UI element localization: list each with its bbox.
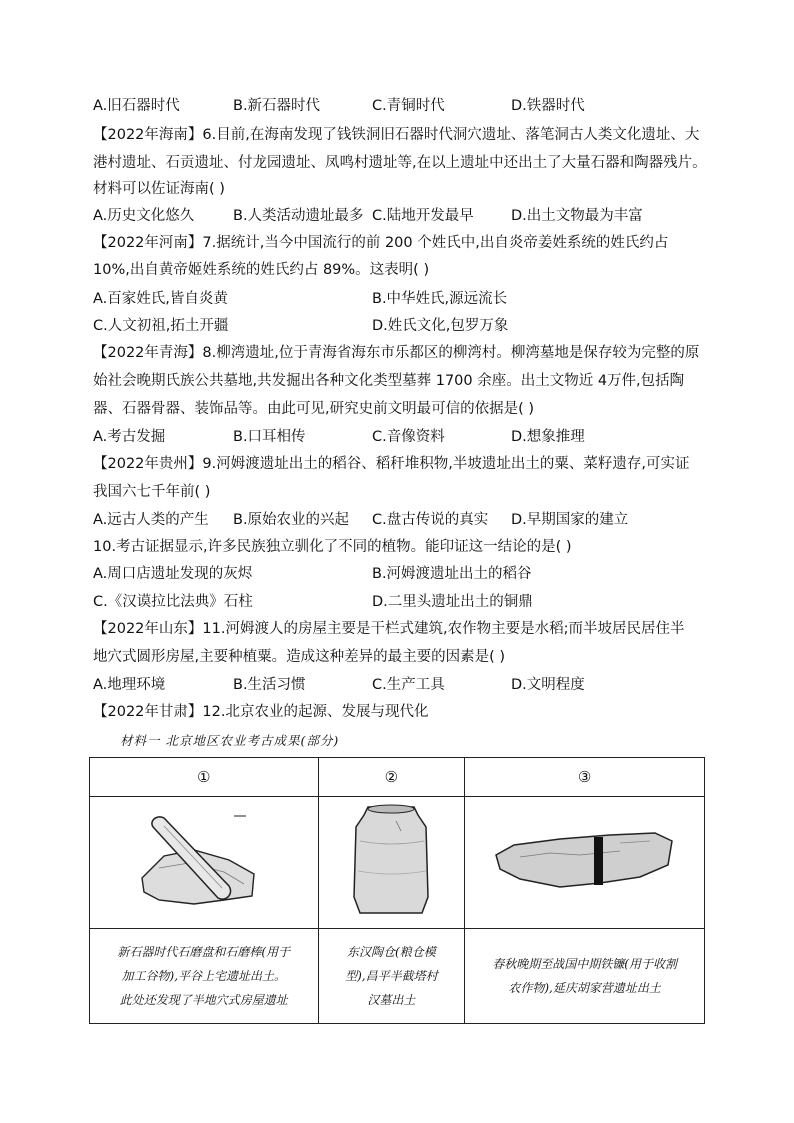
table-desc-1: 新石器时代石磨盘和石磨棒(用于 加工谷物),平谷上宅遗址出土。 此处还发现了半地穴式房屋遗址 xyxy=(90,929,319,1024)
table-header-2: ② xyxy=(318,758,465,797)
table-desc-2: 东汉陶仓(粮仓模 型),昌平半截塔村 汉墓出土 xyxy=(318,929,465,1024)
q7-option-c: C.人文初祖,拓土开疆 xyxy=(93,318,229,334)
q7-option-a: A.百家姓氏,皆自炎黄 xyxy=(93,291,228,307)
grinding-stone-image-cell xyxy=(90,797,319,929)
q8-option-c: C.音像资料 xyxy=(372,429,445,445)
q9-option-d: D.早期国家的建立 xyxy=(511,512,629,528)
q11-option-b: B.生活习惯 xyxy=(233,677,306,693)
q9-line-2: 我国六七千年前( ) xyxy=(93,484,211,500)
q9-option-b: B.原始农业的兴起 xyxy=(233,512,350,528)
q11-option-a: A.地理环境 xyxy=(93,677,166,693)
q6-line-3: 材料可以佐证海南( ) xyxy=(93,181,225,197)
pottery-granary-illustration xyxy=(346,801,436,921)
q9-option-a: A.远古人类的产生 xyxy=(93,512,209,528)
material-table xyxy=(89,757,705,1024)
q10-line-1: 10.考古证据显示,许多民族独立驯化了不同的植物。能印证这一结论的是( ) xyxy=(93,539,572,555)
q11-line-2: 地穴式圆形房屋,主要种植粟。造成这种差异的最主要的因素是( ) xyxy=(93,649,506,665)
material-caption: 材料一 北京地区农业考古成果(部分) xyxy=(120,733,340,748)
q9-line-1: 【2022年贵州】9.河姆渡遗址出土的稻谷、稻秆堆积物,半坡遗址出土的粟、菜籽遗存,可实证 xyxy=(93,456,690,472)
q6-option-a: A.历史文化悠久 xyxy=(93,208,195,224)
q6-option-b: B.人类活动遗址最多 xyxy=(233,208,364,224)
q11-option-d: D.文明程度 xyxy=(511,677,585,693)
q10-option-c: C.《汉谟拉比法典》石柱 xyxy=(93,594,253,610)
iron-sickle-image-cell xyxy=(465,797,705,929)
q10-option-a: A.周口店遗址发现的灰烬 xyxy=(93,566,253,582)
q11-line-1: 【2022年山东】11.河姆渡人的房屋主要是干栏式建筑,农作物主要是水稻;而半坡居民居住半 xyxy=(93,621,685,637)
q8-line-2: 始社会晚期氏族公共墓地,共发掘出各种文化类型墓葬 1700 余座。出土文物近 4万件,包括陶 xyxy=(93,373,685,389)
q7-line-1: 【2022年河南】7.据统计,当今中国流行的前 200 个姓氏中,出自炎帝姜姓系统的姓氏约占 xyxy=(93,235,669,251)
q8-option-a: A.考古发掘 xyxy=(93,429,166,445)
q5-option-c: C.青铜时代 xyxy=(372,98,445,114)
q5-option-b: B.新石器时代 xyxy=(233,98,321,114)
q11-option-c: C.生产工具 xyxy=(372,677,445,693)
q7-line-2: 10%,出自黄帝姬姓系统的姓氏约占 89%。这表明( ) xyxy=(93,262,430,278)
q12-line-1: 【2022年甘肃】12.北京农业的起源、发展与现代化 xyxy=(93,704,429,720)
pottery-granary-image-cell xyxy=(318,797,465,929)
table-desc-3: 春秋晚期至战国中期铁镰(用于收割 农作物),延庆胡家营遗址出土 xyxy=(465,929,705,1024)
q9-option-c: C.盘古传说的真实 xyxy=(372,512,489,528)
q10-option-d: D.二里头遗址出土的铜鼎 xyxy=(372,594,533,610)
q7-option-b: B.中华姓氏,源远流长 xyxy=(372,291,508,307)
q5-option-d: D.铁器时代 xyxy=(511,98,585,114)
q6-option-d: D.出土文物最为丰富 xyxy=(511,208,643,224)
grinding-stone-illustration xyxy=(134,808,274,913)
q6-line-2: 港村遗址、石贡遗址、付龙园遗址、凤鸣村遗址等,在以上遗址中还出土了大量石器和陶器残片。 xyxy=(93,155,707,171)
iron-sickle-illustration xyxy=(490,821,680,901)
q8-line-3: 器、石器骨器、装饰品等。由此可见,研究史前文明最可信的依据是( ) xyxy=(93,401,535,417)
table-header-3: ③ xyxy=(465,758,705,797)
q8-line-1: 【2022年青海】8.柳湾遗址,位于青海省海东市乐都区的柳湾村。柳湾墓地是保存较为完整的原 xyxy=(93,345,700,361)
q7-option-d: D.姓氏文化,包罗万象 xyxy=(372,318,509,334)
q6-option-c: C.陆地开发最早 xyxy=(372,208,474,224)
q10-option-b: B.河姆渡遗址出土的稻谷 xyxy=(372,566,532,582)
table-header-1: ① xyxy=(90,758,319,797)
q8-option-d: D.想象推理 xyxy=(511,429,585,445)
q6-line-1: 【2022年海南】6.目前,在海南发现了钱铁洞旧石器时代洞穴遗址、落笔洞古人类文化遗址、大 xyxy=(93,127,700,143)
q5-option-a: A.旧石器时代 xyxy=(93,98,180,114)
q8-option-b: B.口耳相传 xyxy=(233,429,306,445)
